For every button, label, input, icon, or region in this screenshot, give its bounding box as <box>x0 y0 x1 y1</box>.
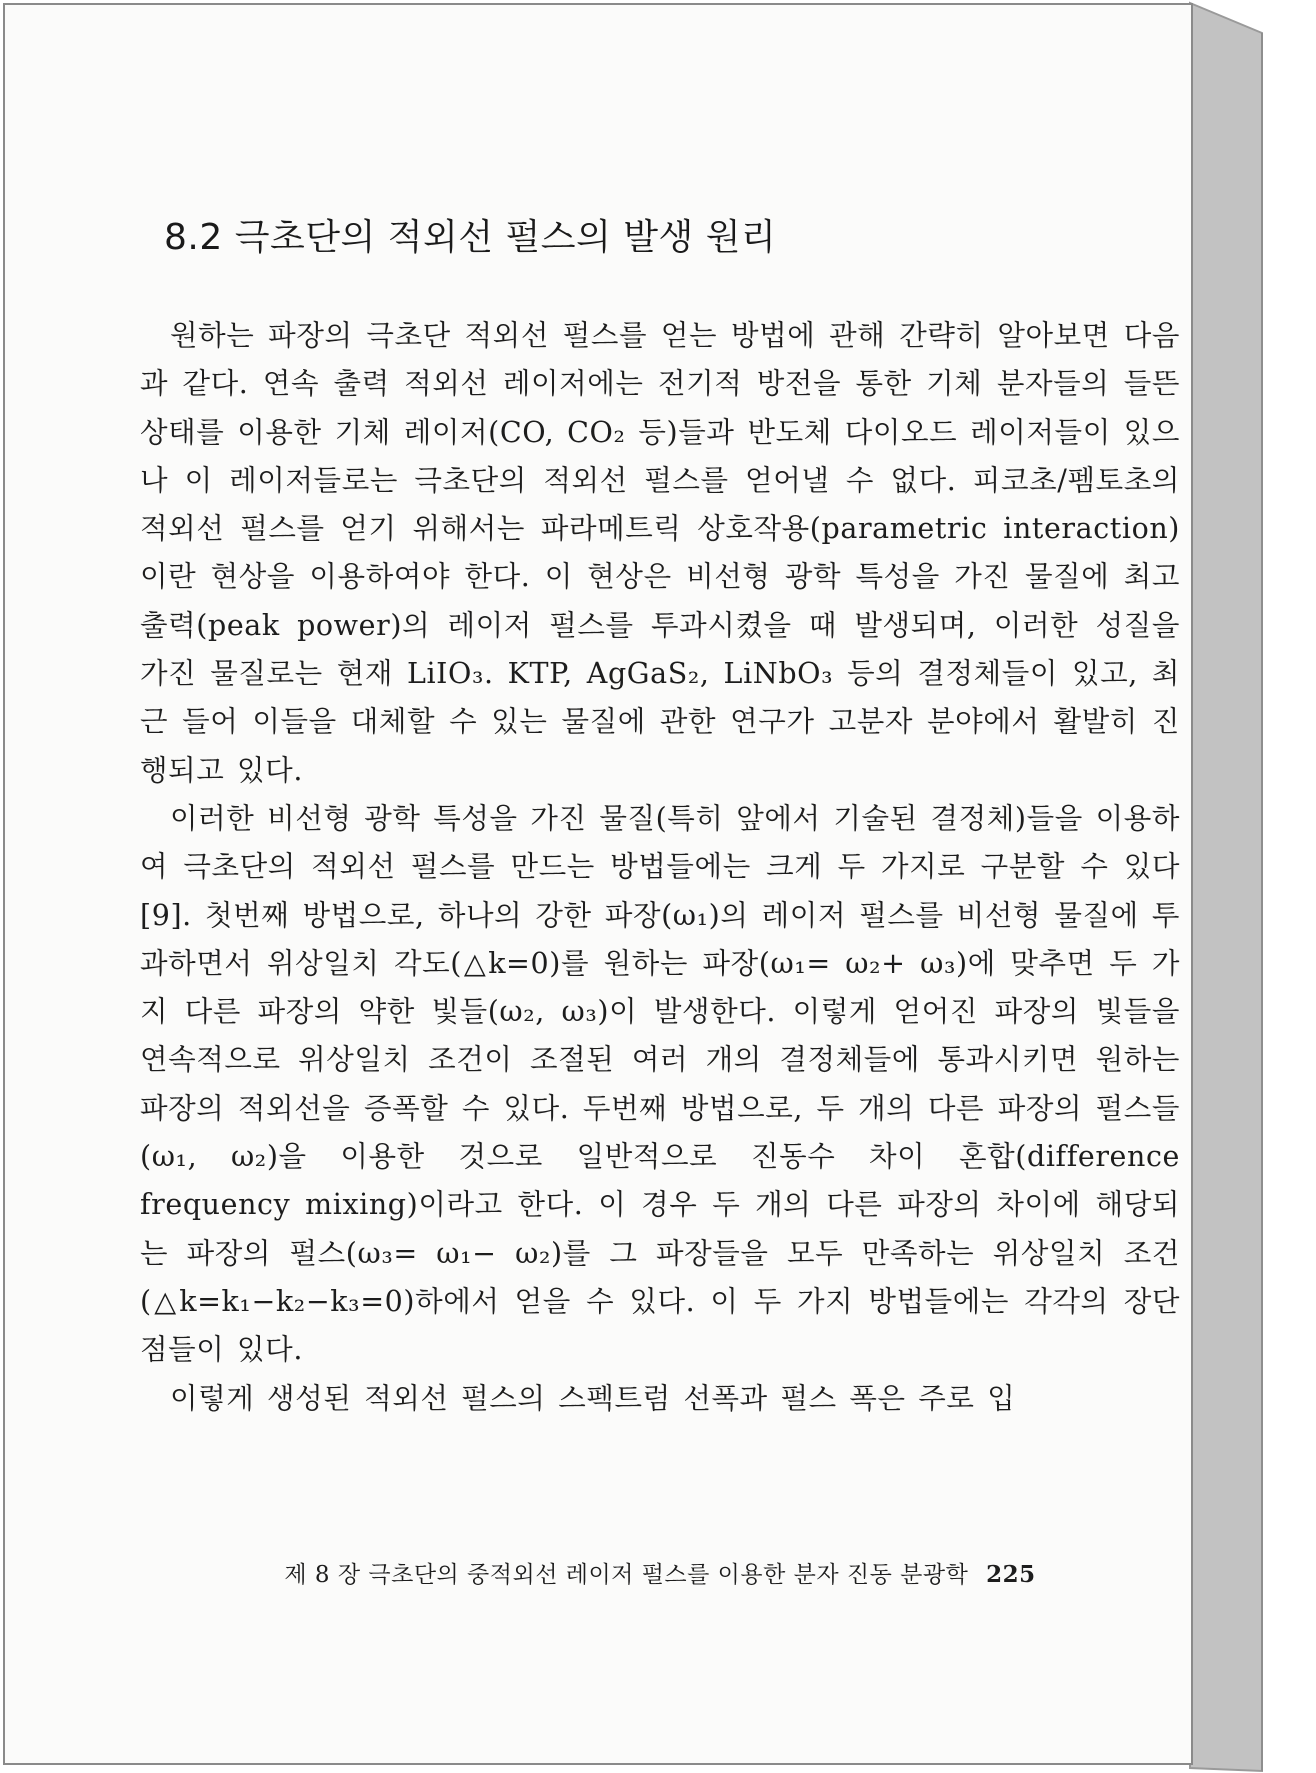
page-footer <box>140 1556 1180 1589</box>
paragraph-1: 원하는 파장의 극초단 적외선 펄스를 얻는 방법에 관해 간략히 알아보면 다음과 같다. 연속 출력 적외선 레이저에는 전기적 방전을 통한 기체 분자들의 들뜬 상태를 이용한 기체 레이저(CO, CO₂ 등)들과 반도체 다이오드 레이저들이 있으나 이 레이저들로는 극초단의 적외선 펄스를 얻어낼 수 없다. 피코초/펨토초의 적외선 펄스를 얻기 위해서는 파라메트릭 상호작용(parametric interaction)이란 현상을 이용하여야 한다. 이 현상은 비선형 광학 특성을 가진 물질에 최고 출력(peak power)의 레이저 펄스를 투과시켰을 때 발생되며, 이러한 성질을 가진 물질로는 현재 LiIO₃. KTP, AgGaS₂, LiNbO₃ 등의 결정체들이 있고, 최근 들어 이들을 대체할 수 있는 물질에 관한 연구가 고분자 분야에서 활발히 진행되고 있다. <box>140 319 1180 787</box>
paragraph-2: 이러한 비선형 광학 특성을 가진 물질(특히 앞에서 기술된 결정체)들을 이용하여 극초단의 적외선 펄스를 만드는 방법들에는 크게 두 가지로 구분할 수 있다[9]. 첫번째 방법으로, 하나의 강한 파장(ω₁)의 레이저 펄스를 비선형 물질에 투과하면서 위상일치 각도(△k=0)를 원하는 파장(ω₁= ω₂+ ω₃)에 맞추면 두 가지 다른 파장의 약한 빛들(ω₂, ω₃)이 발생한다. 이렇게 얻어진 파장의 빛들을 연속적으로 위상일치 조건이 조절된 여러 개의 결정체들에 통과시키면 원하는 파장의 적외선을 증폭할 수 있다. 두번째 방법으로, 두 개의 다른 파장의 펄스들(ω₁, ω₂)을 이용한 것으로 일반적으로 진동수 차이 혼합(difference frequency mixing)이라고 한다. 이 경우 두 개의 다른 파장의 차이에 해당되는 파장의 펄스(ω₃= ω₁− ω₂)를 그 파장들을 모두 만족하는 위상일치 조건(△k=k₁−k₂−k₃=0)하에서 얻을 수 있다. 이 두 가지 방법들에는 각각의 장단점들이 있다. <box>140 801 1181 1367</box>
paragraph-3: 이렇게 생성된 적외선 펄스의 스펙트럼 선폭과 펄스 폭은 주로 입 <box>170 1381 1016 1415</box>
body-text <box>140 312 1180 1423</box>
section-title: 8.2 극초단의 적외선 펄스의 발생 원리 <box>164 217 777 258</box>
page-content <box>140 208 1180 1423</box>
page-number: 225 <box>986 1561 1036 1588</box>
running-title: 제 8 장 극초단의 중적외선 레이저 펄스를 이용한 분자 진동 분광학 <box>284 1562 969 1588</box>
